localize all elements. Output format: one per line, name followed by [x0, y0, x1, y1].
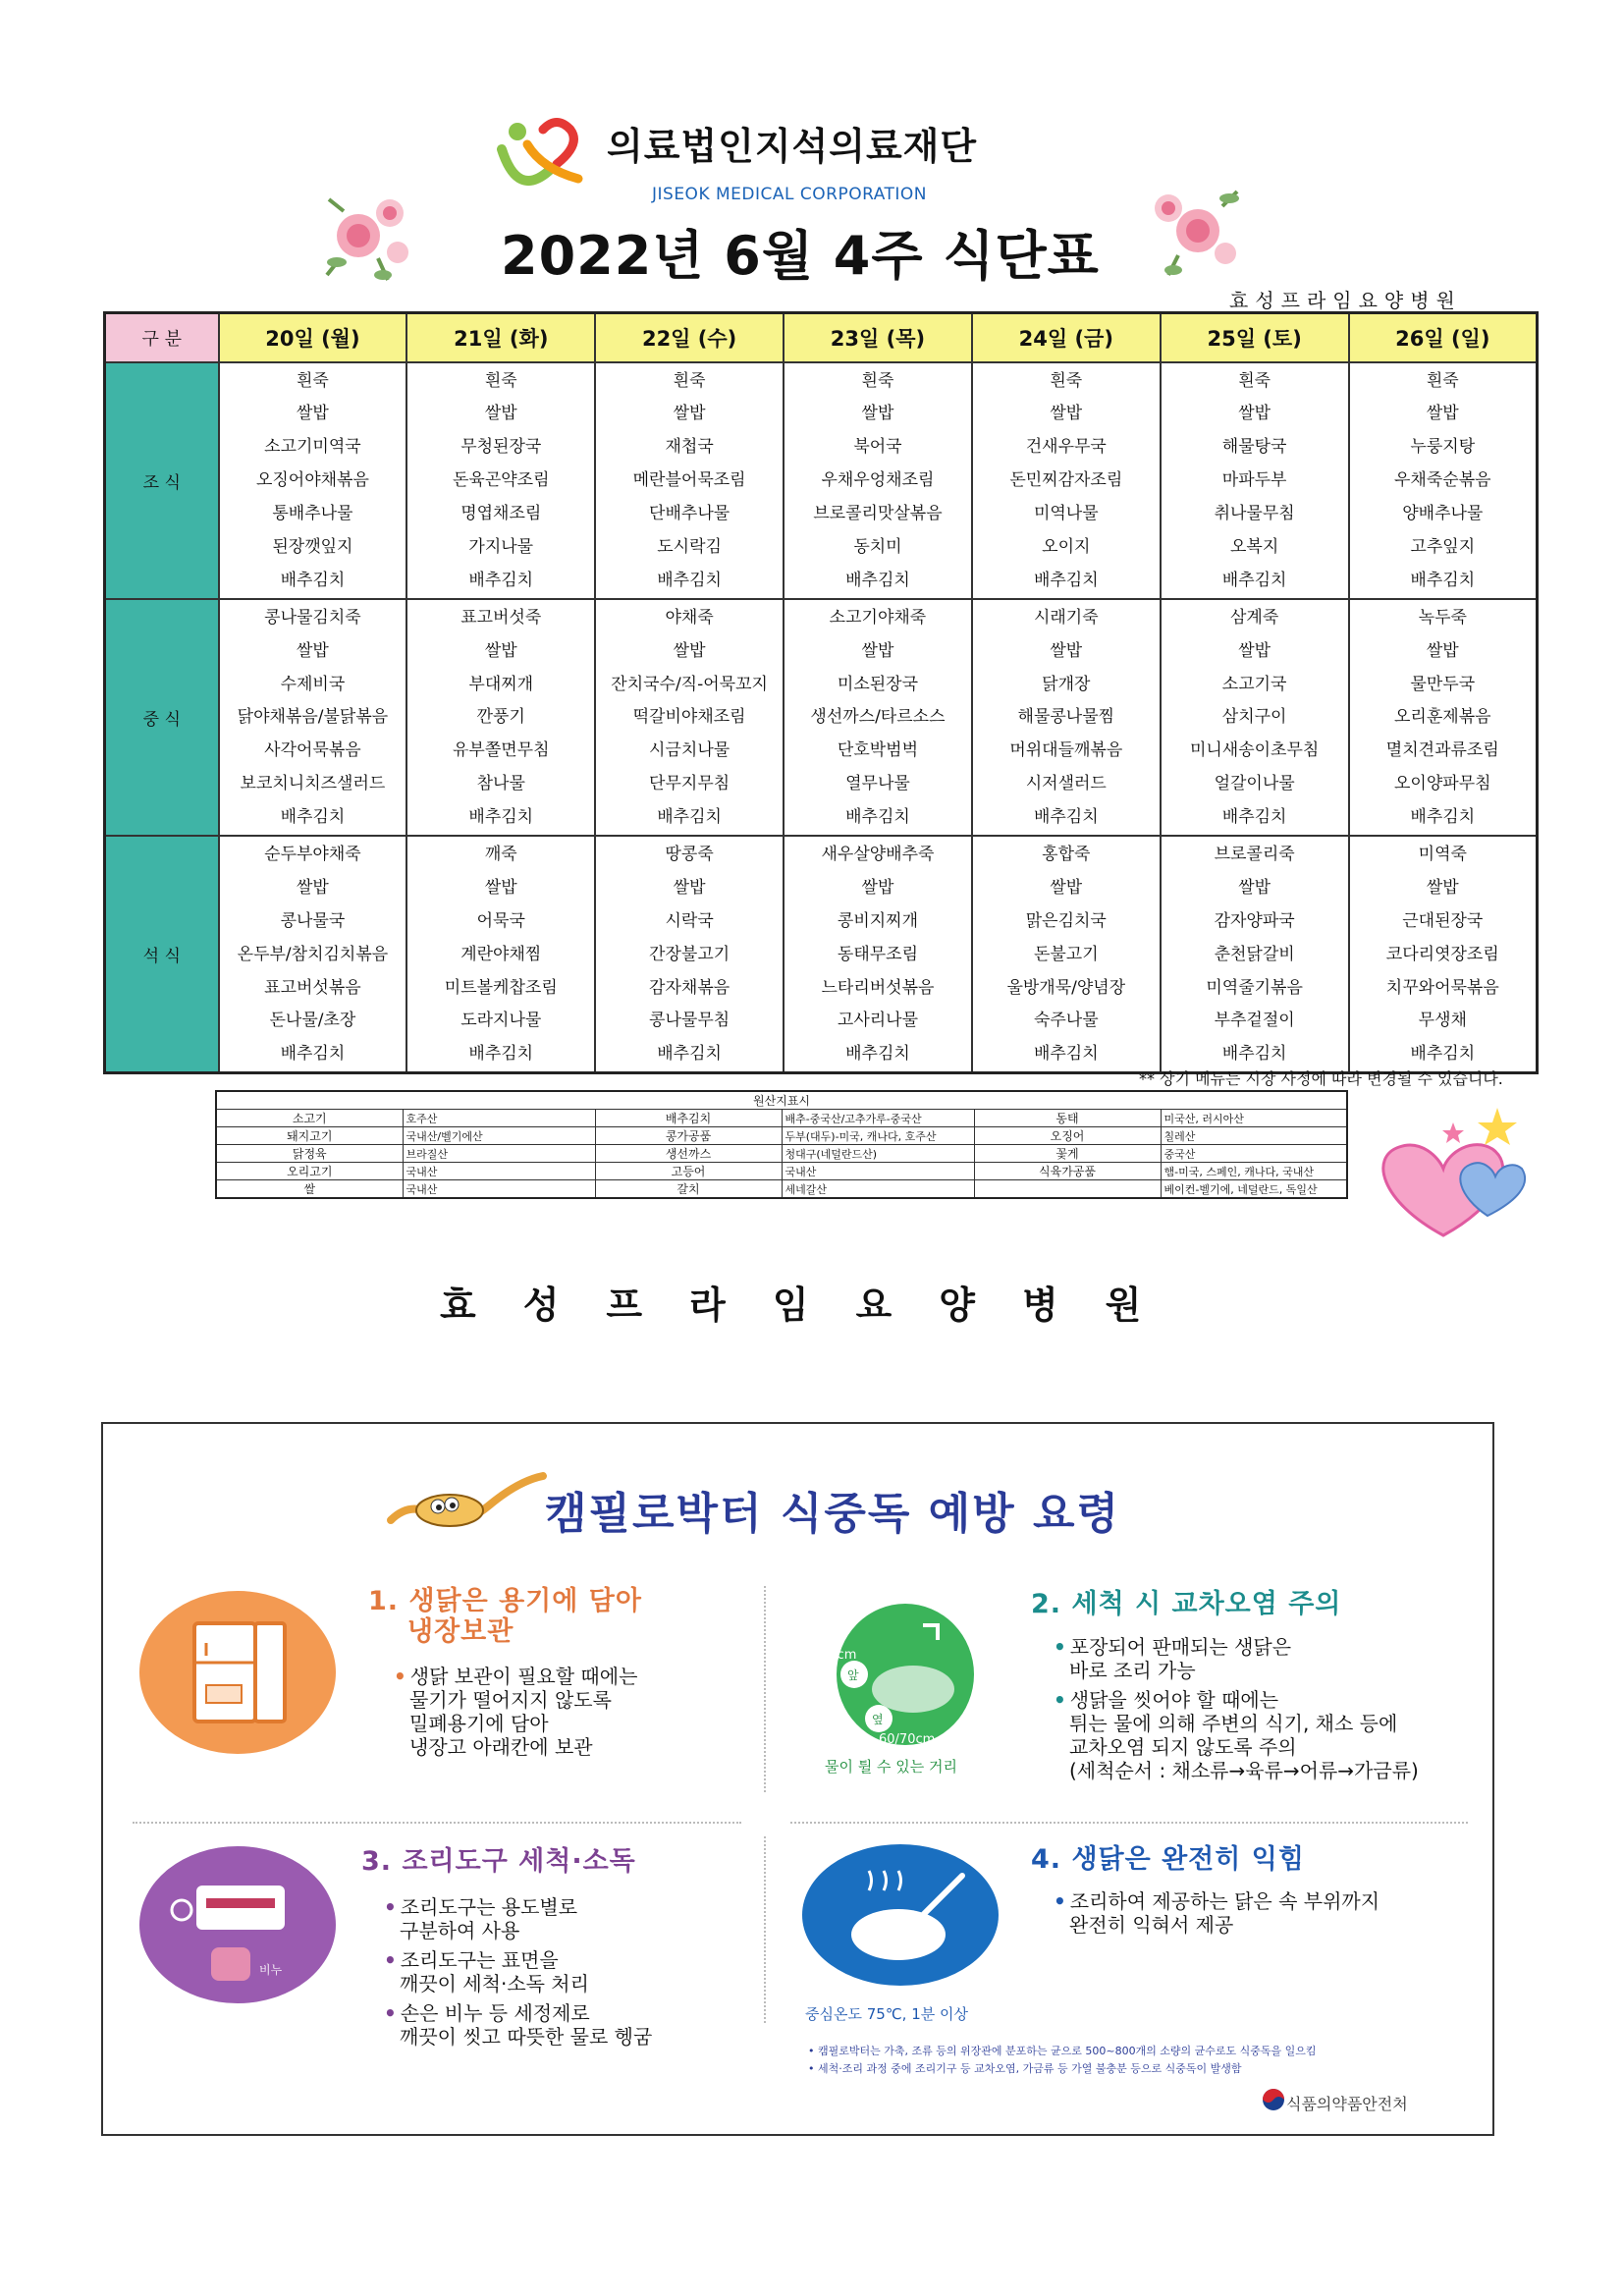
meal-row [105, 362, 1538, 599]
origin-country: 베이컨-벨기에, 네덜란드, 독일산 [1161, 1180, 1347, 1199]
menu-item: 양배추나물 [1402, 504, 1484, 524]
meal-label: 중 식 [105, 599, 219, 836]
origin-country: 청대구(네덜란드산) [782, 1145, 974, 1163]
flower-decoration-left [319, 182, 427, 290]
menu-item: 표고버섯죽 [460, 607, 542, 628]
menu-item: 배추김치 [1033, 570, 1099, 590]
menu-item: 부추겉절이 [1214, 1011, 1295, 1031]
origin-item: 오징어 [974, 1127, 1161, 1145]
icon-label: 60/70cm [879, 1732, 936, 1747]
bullet: • 손은 비누 등 세정제로 깨끗이 씻고 따뜻한 물로 헹굼 [384, 2001, 653, 2049]
refrigerator-icon [137, 1589, 339, 1756]
menu-item: 배추김치 [845, 1044, 910, 1065]
bullet-text: 조리도구는 표면을 [400, 1948, 559, 1972]
origin-country: 세네갈산 [782, 1180, 974, 1199]
menu-item: 배추김치 [1221, 807, 1287, 828]
organization-name: 의료법인지석의료재단 [607, 125, 978, 168]
menu-item: 미니새송이초무침 [1189, 740, 1320, 761]
cooked-chicken-icon [800, 1841, 1001, 2008]
bullet-text: (세척순서 : 채소류→육류→어류→가금류) [1069, 1759, 1419, 1782]
menu-item: 쌀밥 [296, 640, 329, 661]
menu-item: 생선까스/타르소스 [810, 707, 946, 728]
menu-item: 사각어묵볶음 [264, 740, 361, 761]
menu-item: 시래기죽 [1033, 607, 1099, 628]
day-menu-cell [1349, 362, 1538, 599]
section-title-line: 3. 조리도구 세척·소독 [361, 1846, 636, 1877]
menu-item: 쌀밥 [673, 404, 706, 424]
divider [790, 1822, 1468, 1824]
menu-item: 열무나물 [845, 774, 910, 794]
menu-item: 흰죽 [673, 370, 706, 391]
menu-item: 배추김치 [468, 807, 534, 828]
origin-item: 갈치 [595, 1180, 782, 1199]
bullet-text: 구분하여 사용 [400, 1919, 520, 1942]
menu-item: 배추김치 [657, 807, 722, 828]
menu-item: 부대찌개 [468, 674, 534, 694]
meal-label: 석 식 [105, 836, 219, 1073]
menu-item: 쌀밥 [296, 877, 329, 898]
bullet-text: 깨끗이 세척·소독 처리 [400, 1972, 589, 1995]
menu-item: 흰죽 [296, 370, 329, 391]
day-menu-cell [406, 362, 595, 599]
bullet: • 조리도구는 표면을 깨끗이 세척·소독 처리 [384, 1948, 652, 1995]
menu-item: 멸치견과류조림 [1385, 740, 1499, 761]
origin-country: 햄-미국, 스페인, 캐나다, 국내산 [1161, 1163, 1347, 1180]
day-menu-cell [784, 836, 972, 1073]
menu-item: 배추김치 [280, 1044, 346, 1065]
menu-item: 참나물 [476, 774, 525, 794]
menu-item: 쌀밥 [1050, 404, 1083, 424]
menu-item: 배추김치 [845, 570, 910, 590]
menu-item: 명엽채조림 [460, 504, 542, 524]
section-title-line: 1. 생닭은 용기에 담아 [368, 1586, 642, 1616]
menu-item: 우채우엉채조림 [821, 470, 935, 491]
origin-row [216, 1145, 1347, 1163]
menu-item: 배추김치 [1033, 1044, 1099, 1065]
origin-row [216, 1180, 1347, 1199]
menu-item: 오징어야채볶음 [255, 470, 369, 491]
origin-table-title: 원산지표시 [216, 1091, 1347, 1110]
menu-item: 간장불고기 [649, 944, 730, 964]
origin-item: 동태 [974, 1110, 1161, 1127]
menu-item: 감자채볶음 [649, 977, 730, 998]
origin-item: 닭정육 [216, 1145, 403, 1163]
menu-item: 무생채 [1418, 1011, 1467, 1031]
meal-label: 조 식 [105, 362, 219, 599]
footnote: • 캠필로박터는 가축, 조류 등의 위장관에 분포하는 균으로 500~800개의 소량의 균수로도 식중독을 일으킴 [808, 2045, 1317, 2057]
section-4-title [1031, 1844, 1305, 1875]
menu-item: 계란야채찜 [460, 944, 542, 964]
origin-row [216, 1127, 1347, 1145]
menu-item: 울방개묵/양념장 [1006, 977, 1126, 998]
section-2-bullets [1054, 1635, 1419, 1788]
menu-item: 건새우무국 [1025, 437, 1107, 458]
day-menu-cell [595, 836, 784, 1073]
menu-item: 단무지무침 [649, 774, 730, 794]
menu-item: 느타리버섯볶음 [821, 977, 935, 998]
day-menu-cell [972, 836, 1161, 1073]
menu-item: 흰죽 [1238, 370, 1271, 391]
menu-item: 동치미 [853, 536, 902, 557]
menu-item: 닭개장 [1042, 674, 1091, 694]
footnote: • 세척·조리 과정 중에 조리기구 등 교차오염, 가금류 등 가열 불충분 등으로 식중독이 발생함 [808, 2062, 1242, 2075]
menu-item: 보코치니치즈샐러드 [240, 774, 386, 794]
icon-label: 50cm [821, 1648, 857, 1663]
menu-item: 단호박범벅 [837, 740, 919, 761]
menu-item: 미트볼케찹조림 [444, 977, 558, 998]
menu-item: 야채죽 [665, 607, 714, 628]
origin-item: 생선까스 [595, 1145, 782, 1163]
day-menu-cell [784, 599, 972, 836]
bullet: • 조리하여 제공하는 닭은 속 부위까지 완전히 익혀서 제공 [1054, 1889, 1380, 1937]
menu-item: 온두부/참치김치볶음 [237, 944, 389, 964]
origin-country: 브라질산 [403, 1145, 595, 1163]
menu-item: 해물탕국 [1221, 437, 1287, 458]
menu-item: 미역죽 [1418, 844, 1467, 864]
section-3-bullets [384, 1895, 652, 2054]
page-title: 2022년 6월 4주 식단표 [501, 225, 1100, 287]
menu-item: 표고버섯볶음 [264, 977, 361, 998]
menu-item: 동태무조림 [837, 944, 919, 964]
day-header: 20일 (월) [219, 313, 407, 362]
menu-item: 미소된장국 [837, 674, 919, 694]
menu-item: 시금치나물 [649, 740, 730, 761]
day-menu-cell [595, 362, 784, 599]
menu-item: 흰죽 [1426, 370, 1459, 391]
section-3-title [361, 1846, 636, 1877]
day-menu-cell [219, 599, 407, 836]
menu-item: 통배추나물 [272, 504, 353, 524]
washing-chicken-icon [805, 1596, 1006, 1763]
section-2-title [1031, 1589, 1341, 1619]
origin-row [216, 1110, 1347, 1127]
menu-item: 쌀밥 [1426, 404, 1459, 424]
flower-decoration-right [1139, 177, 1247, 285]
day-menu-cell [1349, 599, 1538, 836]
section-title-line: 4. 생닭은 완전히 익힘 [1031, 1844, 1305, 1875]
origin-item: 콩가공품 [595, 1127, 782, 1145]
origin-item: 고등어 [595, 1163, 782, 1180]
menu-item: 돈육곤약조림 [452, 470, 550, 491]
menu-item: 해물콩나물찜 [1017, 707, 1115, 728]
menu-item: 감자양파국 [1214, 910, 1295, 931]
day-menu-cell [1161, 836, 1349, 1073]
menu-item: 맑은김치국 [1025, 910, 1107, 931]
hospital-name-footer: 효성프라임요양병원 [440, 1284, 1189, 1327]
menu-item: 콩나물무침 [649, 1011, 730, 1031]
menu-item: 배추김치 [1033, 807, 1099, 828]
menu-item: 고사리나물 [837, 1011, 919, 1031]
bullet-text: 밀폐용기에 담아 [409, 1712, 549, 1735]
day-header: 25일 (토) [1161, 313, 1349, 362]
day-menu-cell [1349, 836, 1538, 1073]
bullet-text: 조리하여 제공하는 닭은 속 부위까지 [1069, 1889, 1380, 1913]
menu-item: 단배추나물 [649, 504, 730, 524]
menu-item: 흰죽 [1050, 370, 1083, 391]
icon-label: 비누 [259, 1963, 283, 1977]
menu-item: 마파두부 [1221, 470, 1287, 491]
divider [133, 1822, 741, 1824]
bullet-text: 포장되어 판매되는 생닭은 [1069, 1635, 1292, 1659]
bullet-text: 바로 조리 가능 [1069, 1659, 1196, 1682]
meal-row [105, 836, 1538, 1073]
menu-item: 오이지 [1042, 536, 1091, 557]
menu-item: 브로콜리맛살볶음 [813, 504, 943, 524]
icon-label: 옆 [872, 1713, 884, 1726]
menu-item: 새우살양배추죽 [821, 844, 935, 864]
menu-item: 오복지 [1230, 536, 1279, 557]
menu-item: 순두부야채죽 [264, 844, 361, 864]
menu-item: 된장깻잎지 [272, 536, 353, 557]
menu-item: 배추김치 [468, 570, 534, 590]
origin-country: 국내산 [782, 1163, 974, 1180]
menu-item: 무청된장국 [460, 437, 542, 458]
origin-country: 호주산 [403, 1110, 595, 1127]
bacteria-illustration [381, 1461, 548, 1540]
day-menu-cell [1161, 599, 1349, 836]
menu-item: 도라지나물 [460, 1011, 542, 1031]
menu-item: 배추김치 [657, 570, 722, 590]
menu-item: 고추잎지 [1410, 536, 1476, 557]
divider [764, 1586, 766, 1792]
bullet-text: 교차오염 되지 않도록 주의 [1069, 1735, 1297, 1759]
menu-item: 깐풍기 [476, 707, 525, 728]
bullet-text: 손은 비누 등 세정제로 [400, 2001, 590, 2025]
bullet-text: 물기가 떨어지지 않도록 [409, 1688, 612, 1712]
menu-item: 시락국 [665, 910, 714, 931]
origin-country: 국내산/벨기에산 [403, 1127, 595, 1145]
origin-item: 배추김치 [595, 1110, 782, 1127]
menu-item: 쌀밥 [484, 640, 517, 661]
menu-item: 숙주나물 [1033, 1011, 1099, 1031]
bullet: • 포장되어 판매되는 생닭은 바로 조리 가능 [1054, 1635, 1419, 1682]
day-menu-cell [219, 836, 407, 1073]
menu-item: 배추김치 [1410, 807, 1476, 828]
day-header: 23일 (목) [784, 313, 972, 362]
menu-item: 유부쫄면무침 [452, 740, 550, 761]
day-menu-cell [219, 362, 407, 599]
origin-country: 국내산 [403, 1163, 595, 1180]
origin-item: 돼지고기 [216, 1127, 403, 1145]
day-header: 24일 (금) [972, 313, 1161, 362]
origin-item: 꽃게 [974, 1145, 1161, 1163]
menu-item: 근대된장국 [1402, 910, 1484, 931]
menu-item: 쌀밥 [673, 640, 706, 661]
origin-item: 식육가공품 [974, 1163, 1161, 1180]
menu-item: 삼계죽 [1230, 607, 1279, 628]
menu-item: 돈민찌감자조림 [1009, 470, 1123, 491]
government-emblem-icon [1262, 2088, 1285, 2111]
menu-item: 브로콜리죽 [1214, 844, 1295, 864]
origin-country: 국내산 [403, 1180, 595, 1199]
origin-row [216, 1163, 1347, 1180]
day-menu-cell [595, 599, 784, 836]
menu-item: 돈불고기 [1033, 944, 1099, 964]
day-menu-cell [406, 599, 595, 836]
menu-item: 치꾸와어묵볶음 [1385, 977, 1499, 998]
menu-item: 시저샐러드 [1025, 774, 1107, 794]
bullet: • 생닭을 씻어야 할 때에는 튀는 물에 의해 주변의 식기, 채소 등에 교차오염 되지 않도록 주의 (세척순서 : 채소류→육류→어류→가금류) [1054, 1688, 1419, 1782]
menu-item: 콩나물김치죽 [264, 607, 361, 628]
day-header: 26일 (일) [1349, 313, 1538, 362]
origin-country: 미국산, 러시아산 [1161, 1110, 1347, 1127]
menu-item: 쌀밥 [861, 877, 894, 898]
menu-item: 소고기미역국 [264, 437, 361, 458]
icon-label: 앞 [847, 1668, 859, 1682]
menu-item: 콩비지찌개 [837, 910, 919, 931]
menu-item: 쌀밥 [1050, 877, 1083, 898]
origin-item: 오리고기 [216, 1163, 403, 1180]
menu-item: 닭야채볶음/불닭볶음 [237, 707, 389, 728]
menu-item: 배추김치 [845, 807, 910, 828]
menu-item: 배추김치 [468, 1044, 534, 1065]
bullet-text: 깨끗이 씻고 따뜻한 물로 헹굼 [400, 2025, 653, 2049]
menu-item: 쌀밥 [861, 404, 894, 424]
menu-item: 쌀밥 [1050, 640, 1083, 661]
menu-item: 떡갈비야채조림 [632, 707, 746, 728]
menu-item: 오리훈제볶음 [1394, 707, 1491, 728]
menu-item: 쌀밥 [296, 404, 329, 424]
menu-item: 돈나물/초장 [269, 1011, 356, 1031]
menu-header-row [105, 313, 1538, 362]
bullet-text: 조리도구는 용도별로 [400, 1895, 578, 1919]
menu-item: 가지나물 [468, 536, 534, 557]
menu-item: 쌀밥 [1238, 640, 1271, 661]
day-menu-cell [1161, 362, 1349, 599]
day-header: 21일 (화) [406, 313, 595, 362]
bullet: • 생닭 보관이 필요할 때에는 물기가 떨어지지 않도록 밀폐용기에 담아 냉장고 아래칸에 보관 [394, 1665, 638, 1759]
divider [764, 1836, 766, 2023]
origin-item: 소고기 [216, 1110, 403, 1127]
menu-item: 재첩국 [665, 437, 714, 458]
hearts-decoration [1360, 1098, 1527, 1245]
menu-item: 땅콩죽 [665, 844, 714, 864]
utensil-cleaning-icon [137, 1841, 339, 2008]
menu-item: 배추김치 [1221, 1044, 1287, 1065]
menu-item: 머위대들깨볶음 [1009, 740, 1123, 761]
origin-table [215, 1090, 1348, 1199]
section-4-bullets [1054, 1889, 1380, 1942]
menu-item: 얼갈이나물 [1214, 774, 1295, 794]
menu-item: 쌀밥 [484, 877, 517, 898]
menu-item: 배추김치 [1221, 570, 1287, 590]
menu-item: 도시락김 [657, 536, 722, 557]
menu-item: 메란블어묵조림 [632, 470, 746, 491]
menu-item: 소고기야채죽 [829, 607, 927, 628]
foundation-logo [488, 110, 596, 203]
bullet: • 조리도구는 용도별로 구분하여 사용 [384, 1895, 652, 1942]
menu-item: 쌀밥 [1426, 877, 1459, 898]
origin-country: 배추-중국산/고추가루-중국산 [782, 1110, 974, 1127]
organization-name-english: JISEOK MEDICAL CORPORATION [652, 185, 928, 204]
menu-item: 쌀밥 [1238, 877, 1271, 898]
menu-item: 쌀밥 [484, 404, 517, 424]
origin-item [974, 1180, 1161, 1199]
menu-item: 누룽지탕 [1410, 437, 1476, 458]
section-1-title [368, 1586, 642, 1647]
menu-item: 쌀밥 [673, 877, 706, 898]
menu-item: 어묵국 [476, 910, 525, 931]
origin-country: 칠레산 [1161, 1127, 1347, 1145]
menu-item: 코다리엿장조림 [1385, 944, 1499, 964]
menu-item: 흰죽 [484, 370, 517, 391]
poster-title: 캠필로박터 식중독 예방 요령 [545, 1489, 1121, 1539]
menu-item: 콩나물국 [280, 910, 346, 931]
bullet-text: 생닭을 씻어야 할 때에는 [1069, 1688, 1279, 1712]
food-poisoning-poster [101, 1422, 1494, 2136]
meal-row [105, 599, 1538, 836]
menu-item: 취나물무침 [1214, 504, 1295, 524]
day-menu-cell [972, 599, 1161, 836]
menu-item: 삼치구이 [1221, 707, 1287, 728]
origin-country: 두부(대두)-미국, 캐나다, 호주산 [782, 1127, 974, 1145]
section-title-line: 2. 세척 시 교차오염 주의 [1031, 1589, 1342, 1619]
menu-item: 배추김치 [1410, 1044, 1476, 1065]
menu-item: 녹두죽 [1418, 607, 1467, 628]
section-1-bullets [394, 1665, 637, 1765]
corner-label: 구 분 [105, 313, 219, 362]
menu-item: 북어국 [853, 437, 902, 458]
menu-item: 소고기국 [1221, 674, 1287, 694]
day-header: 22일 (수) [595, 313, 784, 362]
menu-item: 배추김치 [280, 807, 346, 828]
origin-country: 중국산 [1161, 1145, 1347, 1163]
origin-item: 쌀 [216, 1180, 403, 1199]
menu-item: 배추김치 [280, 570, 346, 590]
menu-item: 춘천닭갈비 [1214, 944, 1295, 964]
day-menu-cell [406, 836, 595, 1073]
menu-item: 깨죽 [484, 844, 517, 864]
menu-item: 오이양파무침 [1394, 774, 1491, 794]
bullet-text: 완전히 익혀서 제공 [1069, 1913, 1234, 1937]
menu-item: 수제비국 [280, 674, 346, 694]
poster-footnotes [808, 2043, 1317, 2078]
bullet-text: 냉장고 아래칸에 보관 [409, 1735, 593, 1759]
menu-item: 배추김치 [657, 1044, 722, 1065]
menu-item: 우채죽순볶음 [1394, 470, 1491, 491]
menu-change-note: ** 상기 메뉴는 시장 사정에 따라 변경될 수 있습니다. [1139, 1069, 1503, 1088]
day-menu-cell [972, 362, 1161, 599]
menu-item: 물만두국 [1410, 674, 1476, 694]
menu-item: 미역줄기볶음 [1206, 977, 1303, 998]
hospital-name-small: 효성프라임요양병원 [1229, 289, 1462, 312]
icon-caption: 물이 튈 수 있는 거리 [825, 1758, 957, 1776]
day-menu-cell [784, 362, 972, 599]
agency-name: 식품의약품안전처 [1286, 2095, 1408, 2113]
menu-item: 미역나물 [1033, 504, 1099, 524]
bullet-text: 생닭 보관이 필요할 때에는 [409, 1665, 638, 1688]
menu-item: 홍합죽 [1042, 844, 1091, 864]
weekly-menu-table [103, 311, 1539, 1074]
menu-item: 쌀밥 [861, 640, 894, 661]
menu-item: 쌀밥 [1238, 404, 1271, 424]
bullet-text: 튀는 물에 의해 주변의 식기, 채소 등에 [1069, 1712, 1398, 1735]
icon-caption: 중심온도 75℃, 1분 이상 [805, 2005, 968, 2023]
menu-item: 흰죽 [861, 370, 894, 391]
section-title-line: 냉장보관 [407, 1616, 514, 1647]
menu-item: 쌀밥 [1426, 640, 1459, 661]
menu-item: 배추김치 [1410, 570, 1476, 590]
menu-item: 잔치국수/직-어묵꼬지 [611, 674, 768, 694]
